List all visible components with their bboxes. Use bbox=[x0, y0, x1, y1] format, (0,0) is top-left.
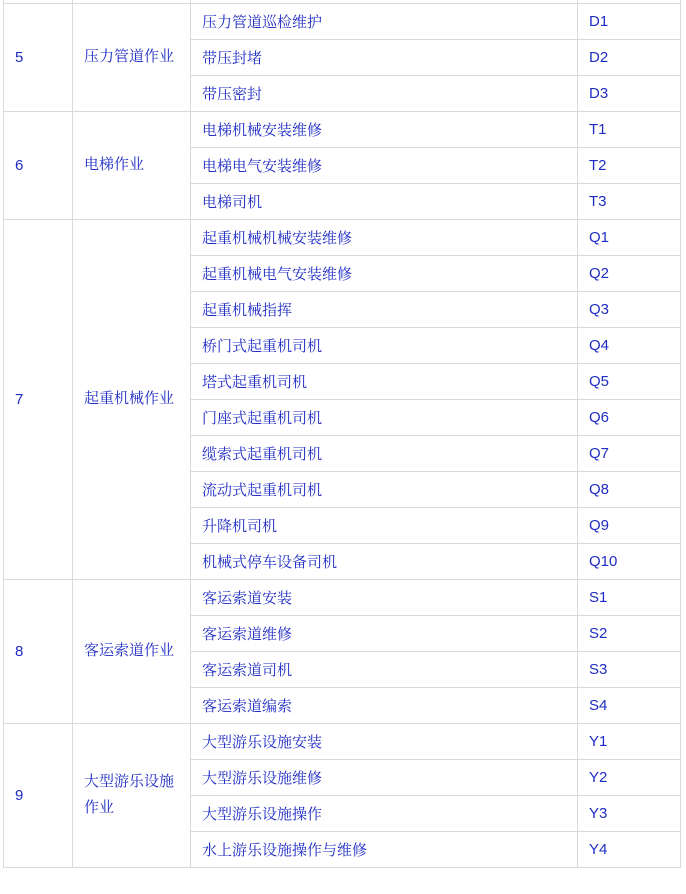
item-code-cell: Q4 bbox=[578, 327, 681, 363]
item-code-cell: D1 bbox=[578, 3, 681, 39]
item-code-cell: S4 bbox=[578, 687, 681, 723]
category-cell: 电梯作业 bbox=[73, 111, 191, 219]
item-code-cell: Q3 bbox=[578, 291, 681, 327]
item-name-cell: 压力管道巡检维护 bbox=[191, 3, 578, 39]
table-row bbox=[4, 219, 681, 255]
item-name-cell: 客运索道安装 bbox=[191, 579, 578, 615]
table-row bbox=[4, 579, 681, 615]
item-code-cell: T1 bbox=[578, 111, 681, 147]
item-name-cell: 电梯电气安装维修 bbox=[191, 147, 578, 183]
category-cell: 压力管道作业 bbox=[73, 3, 191, 111]
item-name-cell: 缆索式起重机司机 bbox=[191, 435, 578, 471]
table-row bbox=[4, 723, 681, 759]
item-code-cell: D2 bbox=[578, 39, 681, 75]
row-number-cell: 8 bbox=[4, 579, 73, 723]
table-body bbox=[4, 0, 681, 867]
item-name-cell: 起重机械机械安装维修 bbox=[191, 219, 578, 255]
item-code-cell: Y4 bbox=[578, 831, 681, 867]
item-name-cell: 门座式起重机司机 bbox=[191, 399, 578, 435]
item-name-cell: 客运索道编索 bbox=[191, 687, 578, 723]
item-code-cell: Y3 bbox=[578, 795, 681, 831]
item-code-cell: S3 bbox=[578, 651, 681, 687]
item-name-cell: 电梯机械安装维修 bbox=[191, 111, 578, 147]
item-code-cell: S1 bbox=[578, 579, 681, 615]
category-cell: 大型游乐设施作业 bbox=[73, 723, 191, 867]
item-name-cell: 大型游乐设施操作 bbox=[191, 795, 578, 831]
table-row bbox=[4, 3, 681, 39]
item-code-cell: T3 bbox=[578, 183, 681, 219]
item-name-cell: 客运索道司机 bbox=[191, 651, 578, 687]
category-cell: 起重机械作业 bbox=[73, 219, 191, 579]
item-name-cell: 桥门式起重机司机 bbox=[191, 327, 578, 363]
item-code-cell: Y1 bbox=[578, 723, 681, 759]
table-container bbox=[3, 0, 681, 868]
row-number-cell: 5 bbox=[4, 3, 73, 111]
item-code-cell: D3 bbox=[578, 75, 681, 111]
item-code-cell: Q5 bbox=[578, 363, 681, 399]
item-name-cell: 起重机械电气安装维修 bbox=[191, 255, 578, 291]
row-number-cell: 7 bbox=[4, 219, 73, 579]
item-name-cell: 客运索道维修 bbox=[191, 615, 578, 651]
item-name-cell: 机械式停车设备司机 bbox=[191, 543, 578, 579]
item-code-cell: Q1 bbox=[578, 219, 681, 255]
item-code-cell: Q2 bbox=[578, 255, 681, 291]
item-name-cell: 起重机械指挥 bbox=[191, 291, 578, 327]
item-code-cell: Q9 bbox=[578, 507, 681, 543]
item-code-cell: Y2 bbox=[578, 759, 681, 795]
item-name-cell: 塔式起重机司机 bbox=[191, 363, 578, 399]
row-number-cell: 9 bbox=[4, 723, 73, 867]
item-code-cell: Q6 bbox=[578, 399, 681, 435]
item-name-cell: 流动式起重机司机 bbox=[191, 471, 578, 507]
special-operations-table bbox=[3, 0, 681, 868]
item-name-cell: 带压封堵 bbox=[191, 39, 578, 75]
item-code-cell: S2 bbox=[578, 615, 681, 651]
item-name-cell: 水上游乐设施操作与维修 bbox=[191, 831, 578, 867]
item-name-cell: 大型游乐设施安装 bbox=[191, 723, 578, 759]
item-name-cell: 大型游乐设施维修 bbox=[191, 759, 578, 795]
item-code-cell: T2 bbox=[578, 147, 681, 183]
item-name-cell: 带压密封 bbox=[191, 75, 578, 111]
table-row bbox=[4, 111, 681, 147]
item-name-cell: 电梯司机 bbox=[191, 183, 578, 219]
category-cell: 客运索道作业 bbox=[73, 579, 191, 723]
item-code-cell: Q8 bbox=[578, 471, 681, 507]
row-number-cell: 6 bbox=[4, 111, 73, 219]
item-code-cell: Q7 bbox=[578, 435, 681, 471]
item-name-cell: 升降机司机 bbox=[191, 507, 578, 543]
item-code-cell: Q10 bbox=[578, 543, 681, 579]
